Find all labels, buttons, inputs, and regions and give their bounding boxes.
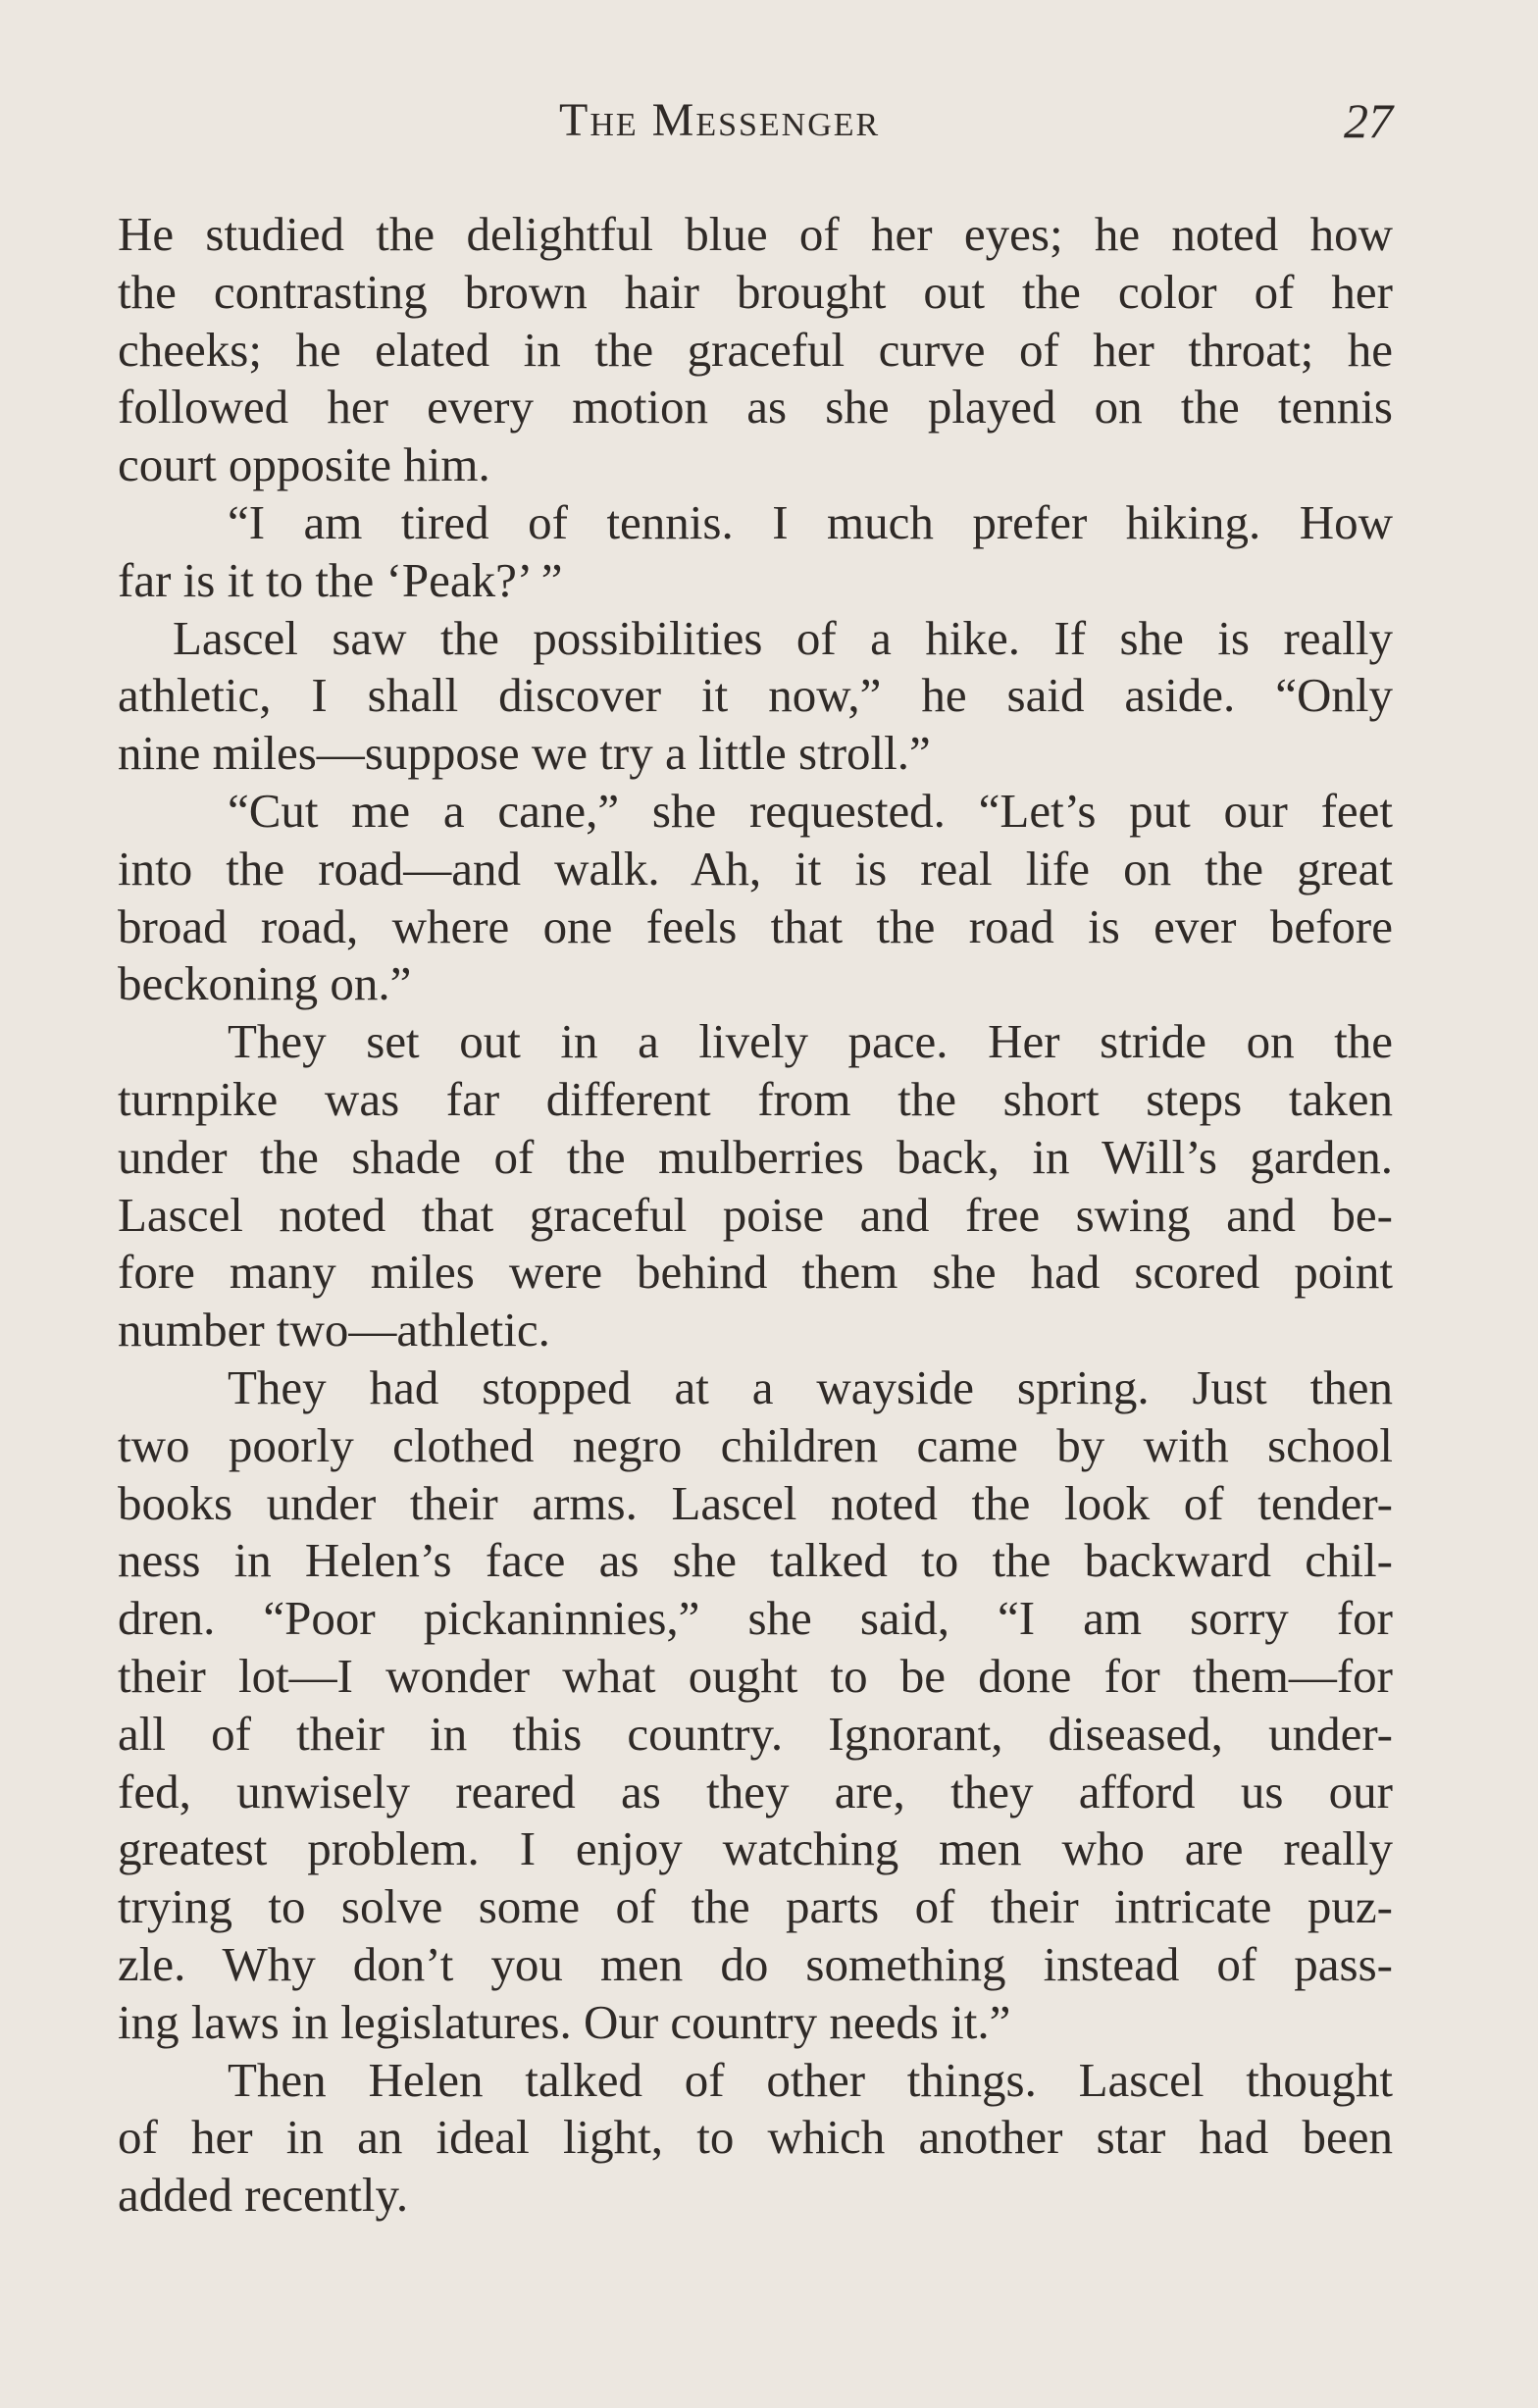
text-line: far is it to the ‘Peak?’ ” <box>118 552 563 607</box>
text-line: Lascel saw the possibilities of a hike. If she is really <box>173 610 1393 665</box>
text-line: athletic, I shall discover it now,” he said aside. “Only <box>118 668 1393 723</box>
text-line: They had stopped at a wayside spring. Just then <box>228 1359 1393 1414</box>
text-line: added recently. <box>118 2168 409 2223</box>
text-line: of her in an ideal light, to which another star had been <box>118 2110 1393 2165</box>
text-line: books under their arms. Lascel noted the look of tender- <box>118 1475 1393 1530</box>
text-line: fed, unwisely reared as they are, they afford us our <box>118 1764 1393 1819</box>
text-line: under the shade of the mulberries back, in Will’s garden. <box>118 1129 1393 1184</box>
page-number: 27 <box>1344 93 1393 148</box>
paragraph <box>118 2052 1393 2225</box>
paragraph <box>118 1359 1393 2052</box>
text-line: court opposite him. <box>118 437 490 492</box>
text-line: nine miles—suppose we try a little stroll.” <box>118 726 931 781</box>
text-line: Lascel noted that graceful poise and free swing and be- <box>118 1187 1393 1242</box>
paragraph <box>118 206 1393 494</box>
text-line: greatest problem. I enjoy watching men who are really <box>118 1821 1393 1876</box>
text-line: They set out in a lively pace. Her stride on the <box>228 1014 1393 1069</box>
text-line: broad road, where one feels that the road is ever before <box>118 898 1393 953</box>
text-line: turnpike was far different from the short steps taken <box>118 1071 1393 1126</box>
text-line: He studied the delightful blue of her eyes; he noted how <box>118 207 1393 261</box>
text-line: followed her every motion as she played on the tennis <box>118 380 1393 435</box>
body-text <box>118 206 1393 2225</box>
paragraph <box>118 1013 1393 1359</box>
paragraph <box>118 494 1393 610</box>
text-line: “I am tired of tennis. I much prefer hiking. How <box>228 494 1393 549</box>
text-line: “Cut me a cane,” she requested. “Let’s put our feet <box>228 783 1393 838</box>
text-line: zle. Why don’t you men do something instead of pass- <box>118 1936 1393 1991</box>
text-line: beckoning on.” <box>118 956 412 1011</box>
text-line: into the road—and walk. Ah, it is real life on the great <box>118 841 1393 896</box>
text-line: fore many miles were behind them she had scored point <box>118 1245 1393 1300</box>
text-line: ing laws in legislatures. Our country needs it.” <box>118 1994 1011 2049</box>
text-line: dren. “Poor pickaninnies,” she said, “I am sorry for <box>118 1591 1393 1646</box>
text-line: two poorly clothed negro children came by with school <box>118 1417 1393 1472</box>
running-head <box>118 86 1393 155</box>
text-line: cheeks; he elated in the graceful curve of her throat; he <box>118 322 1393 377</box>
text-line: all of their in this country. Ignorant, diseased, under- <box>118 1706 1393 1761</box>
paragraph <box>118 610 1393 783</box>
text-line: trying to solve some of the parts of their intricate puz- <box>118 1879 1393 1934</box>
text-line: number two—athletic. <box>118 1303 550 1358</box>
text-line: the contrasting brown hair brought out the color of her <box>118 264 1393 319</box>
text-line: ness in Helen’s face as she talked to the backward chil- <box>118 1533 1393 1588</box>
paragraph <box>118 783 1393 1013</box>
text-line: their lot—I wonder what ought to be done for them—for <box>118 1648 1393 1703</box>
text-line: Then Helen talked of other things. Lascel thought <box>228 2052 1393 2107</box>
running-title: The Messenger <box>559 94 881 146</box>
